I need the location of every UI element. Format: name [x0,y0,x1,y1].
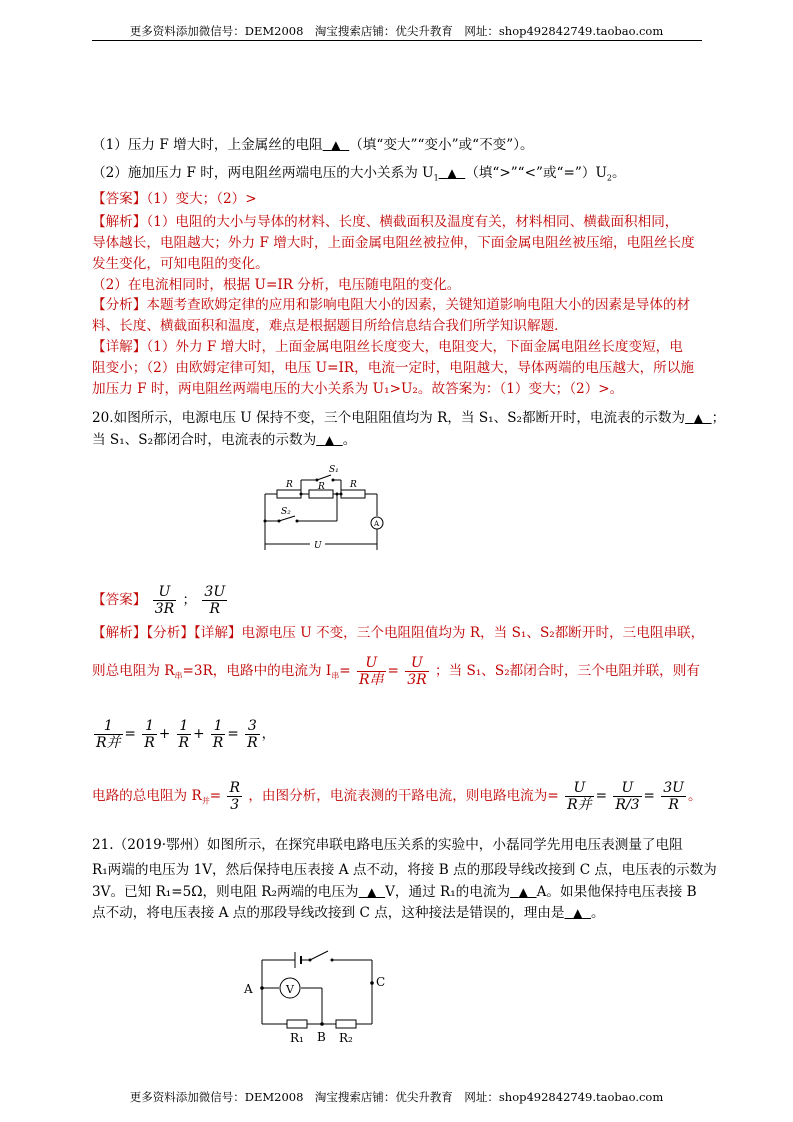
answer-blank: ▲ [324,433,335,447]
q20-resistor-1 [277,490,301,498]
q20-jiexi-1: 【解析】【分析】【详解】电源电压 U 不变，三个电阻阻值均为 R，当 S₁、S₂都断开时，三电阻串联， [92,625,705,641]
page-footer: 更多资料添加微信号：DEM2008 淘宝搜索店铺：优尖升教育 网址：shop492842749.taobao.com [129,1090,664,1104]
answer-blank: ▲ [573,906,583,920]
label-r: R [350,480,357,490]
q19-line2: （2）施加压力 F 时，两电阻丝两端电压的大小关系为 $U_1$ ▲ （填“>”“<”或“$=”)U_2$。 [92,165,626,183]
q19-line1: （1）压力 F 增大时，上金属丝的电阻 ▲ （填“变大”“变小”或“不变”）。 [92,137,534,153]
q19-fenxi-1: 【分析】本题考查欧姆定律的应用和影响电阻大小的因素，关键知道影响电阻大小的因素是导体的材 [92,297,691,313]
q21-line4: 点不动，将电压表接 A 点的那段导线改接到 C 点，这种接法是错误的，理由是 ▲ 。 [92,905,605,921]
q19-analysis-3: 发生变化，可知电阻的变化。 [92,256,269,272]
answer-blank: ▲ [518,885,528,899]
q20-answer: 【答案】 $\frac{U}{3R}$ ； $\frac{3U}{R}$ [92,584,226,617]
q20-line2: 当 S₁、S₂都闭合时，电流表的示数为 ▲ 。 [92,432,357,448]
answer-blank: ▲ [447,166,457,180]
label-point-a: A [244,982,253,996]
answer-blank: ▲ [367,885,377,899]
q20-resistor-3 [341,490,365,498]
q19-answer: 【答案】（1）变大；（2）> [92,191,257,207]
label-voltmeter: V [286,983,294,996]
label-point-b: B [317,1030,326,1044]
label-s1: S₁ [329,465,339,475]
q19-xiangjie-2: 阻变小；（2）由欧姆定律可知，电压 U=IR，电流一定时，电阻越大，导体两端的电压越大，所以施 [92,360,694,376]
q21-line3: 3V。已知 R₁=5Ω，则电阻 R₂两端的电压为 ▲ V，通过 R₁的电流为 ▲ A。如果他保持电压表接 B [92,884,697,900]
label-u: U [314,541,322,551]
q19-xiangjie-3: 加压力 F 时，两电阻丝两端电压的大小关系为 U₁>U₂。故答案为：（1）变大；（2）>。 [92,381,624,397]
q21-line2: R₁两端的电压为 1V，然后保持电压表接 A 点不动，将接 B 点的那段导线改接到 C 点，电压表的示数为 [92,862,717,878]
switch-s1 [317,475,331,480]
q19-fenxi-2: 料、长度、横截面积和温度，难点是根据题目所给信息结合我们所学知识解题． [92,318,568,334]
switch [310,951,328,960]
q20-parallel-equation: $\frac{1}{\text{R并}}$ = $\frac{1}{R}$ + $\frac{1}{R}$ + $\frac{1}{R}$ = $\frac{3}{R}$ ， [96,718,276,751]
resistor-r2 [336,1020,356,1028]
answer-blank: ▲ [331,138,341,152]
label-r1: R₁ [290,1031,304,1044]
q19-analysis-4: （2）在电流相同时，根据 U=IR 分析，电压随电阻的变化。 [92,277,461,293]
label-s2: S₂ [281,507,291,517]
answer-blank: ▲ [693,411,703,425]
q20-circuit-diagram [255,462,395,554]
label-point-c: C [376,975,386,989]
page-header: 更多资料添加微信号：DEM2008 淘宝搜索店铺：优尖升教育 网址：shop492842749.taobao.com [129,24,664,38]
q20-jiexi-2: 则总电阻为 $R_串=3R$，电路中的电流为 $I_串=$ $\frac{U}{\text{R串}}$ = $\frac{U}{3R}$ ；当 S₁、S₂都闭合时，三个电阻并联，则有 [92,655,700,688]
q19-xiangjie-1: 【详解】（1）外力 F 增大时，上面金属电阻丝长度变大，电阻变大，下面金属电阻丝长度变短，电 [92,339,683,355]
q19-analysis-1: 【解析】（1）电阻的大小与导体的材料、长度、横截面积及温度有关，材料相同、横截面积相同， [92,214,679,230]
label-r: R [286,480,293,490]
q21-line1: 21.（2019·鄂州）如图所示，在探究串联电路电压关系的实验中，小磊同学先用电压表测量了电阻 [92,837,683,853]
label-a: A [374,520,380,528]
label-r2: R₂ [339,1031,353,1044]
q20-conclusion: 电路的总电阻为 $R_并=$ $\frac{R}{3}$ ，由图分析，电流表测的干路电流，则电路电流为= $\frac{U}{\text{R并}}$ = $\frac{U}{R/3}$ = $\frac{3U}{R}$ 。 [92,780,702,813]
q21-circuit-diagram [240,938,400,1044]
q19-analysis-2: 导体越长，电阻越大；外力 F 增大时，上面金属电阻丝被拉伸，下面金属电阻丝被压缩，电阻丝长度 [92,235,695,251]
q20-line1: 20.如图所示，电源电压 U 保持不变，三个电阻阻值均为 R，当 S₁、S₂都断开时，电流表的示数为 ▲ ； [92,410,726,426]
header-rule [92,40,702,41]
resistor-r1 [287,1020,307,1028]
label-r: R [318,482,325,492]
